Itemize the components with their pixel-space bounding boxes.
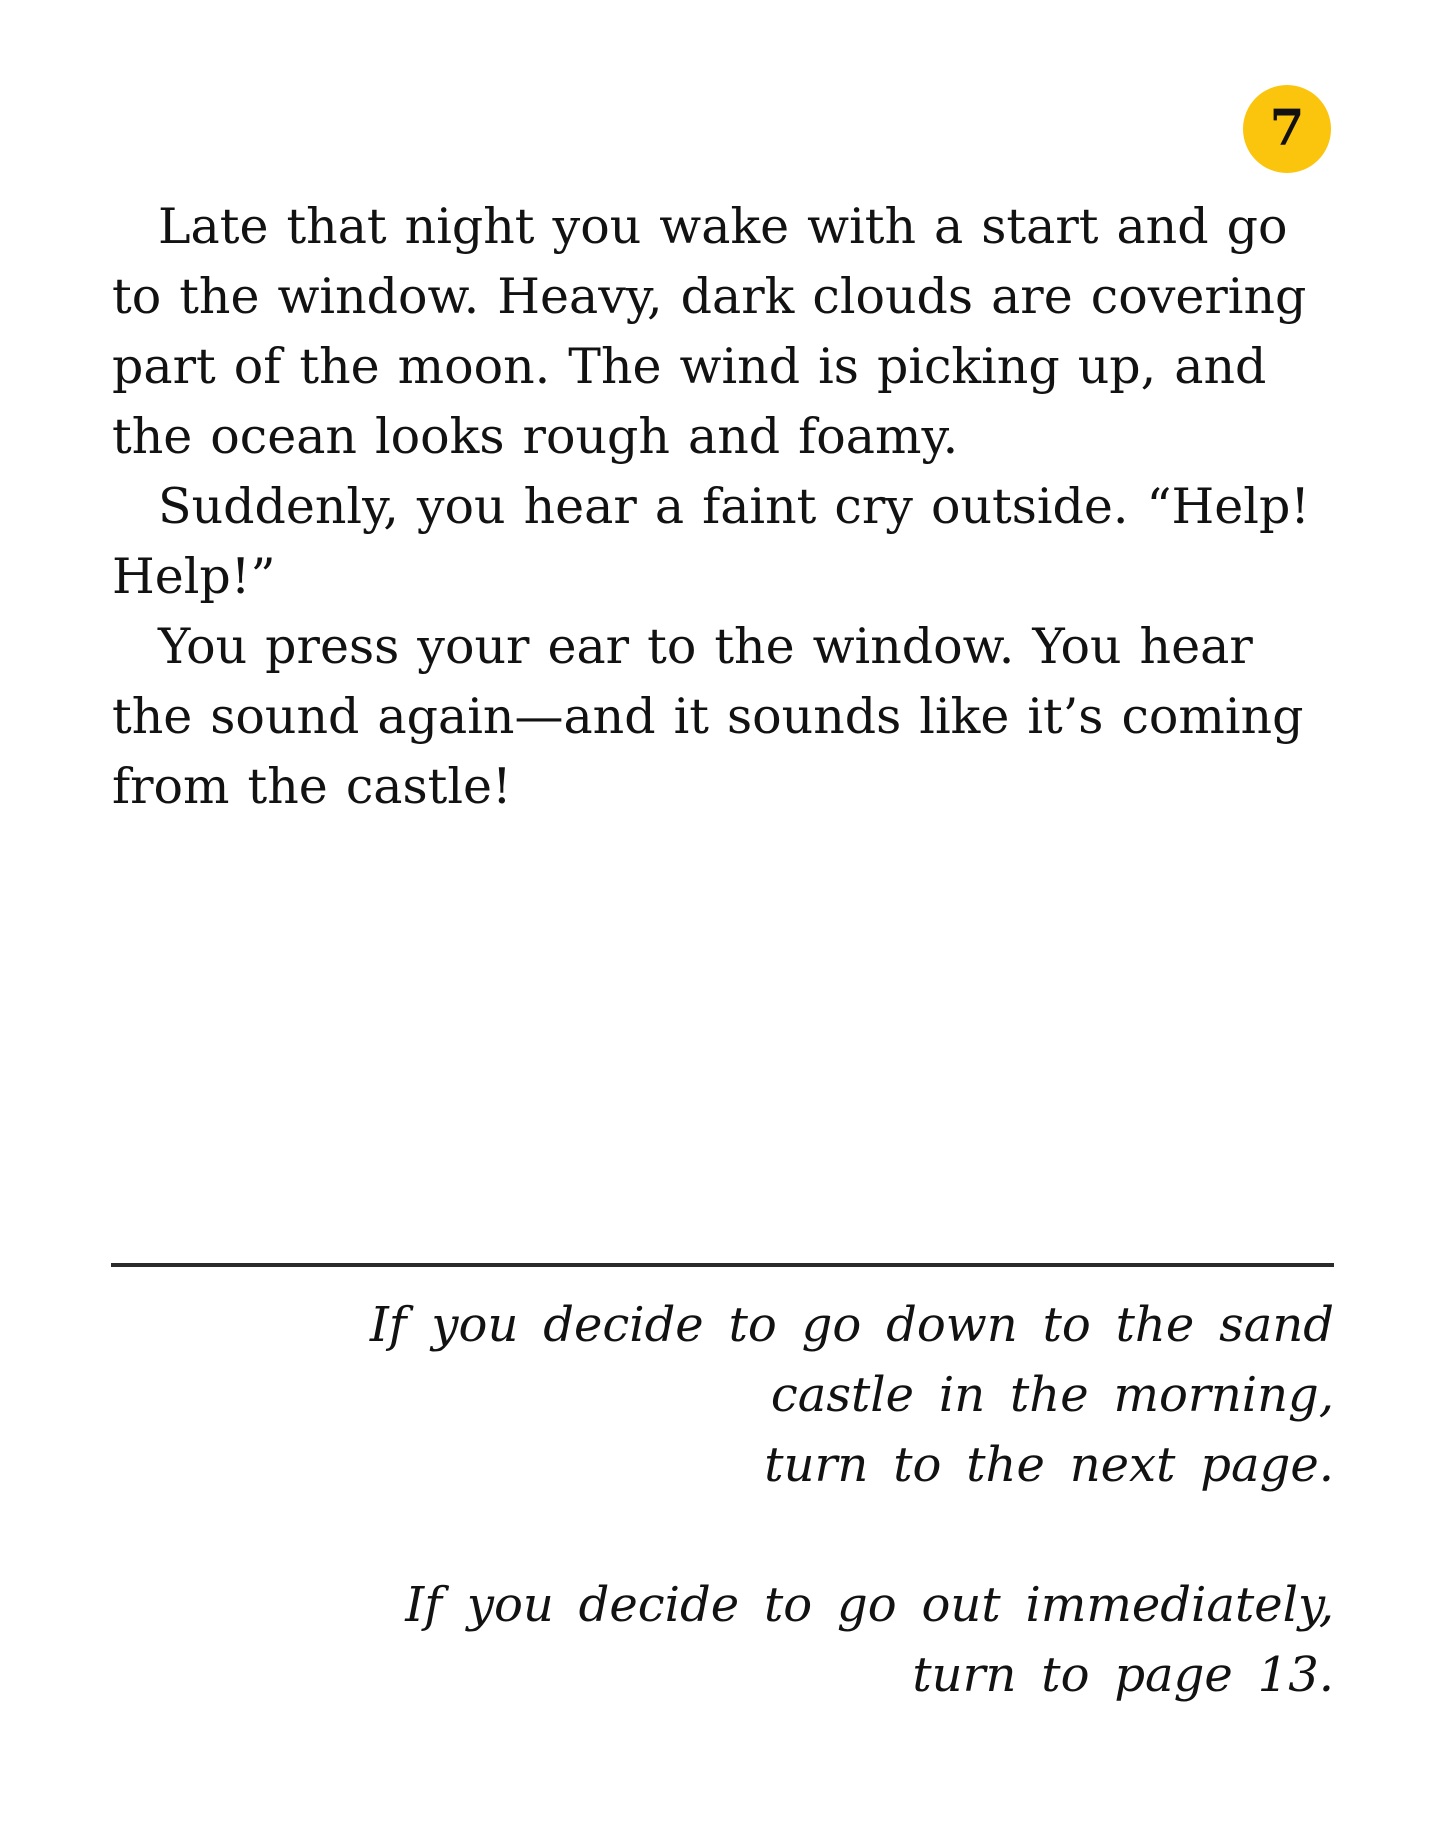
story-line: the sound again—and it sounds like it’s coming <box>112 688 1304 745</box>
story-line: Late that night you wake with a start and go <box>158 198 1288 255</box>
story-line: You press your ear to the window. You hear <box>158 618 1253 675</box>
story-line: to the window. Heavy, dark clouds are covering <box>112 268 1307 325</box>
choice-option-2[interactable] <box>112 1570 1334 1710</box>
story-line: Help!” <box>112 548 276 605</box>
choice-line: turn to the next page. <box>764 1437 1334 1493</box>
choice-line: turn to page 13. <box>912 1647 1334 1703</box>
story-line: Suddenly, you hear a faint cry outside. “Help! <box>158 478 1310 535</box>
choice-option-1[interactable] <box>112 1290 1334 1500</box>
choice-line: castle in the morning, <box>770 1367 1334 1423</box>
choice-line: If you decide to go out immediately, <box>405 1577 1334 1633</box>
choice-line: If you decide to go down to the sand <box>369 1297 1334 1353</box>
story-text <box>112 192 1392 822</box>
story-line: from the castle! <box>112 758 512 815</box>
page-number: 7 <box>1269 98 1305 157</box>
divider-rule <box>111 1263 1334 1267</box>
story-line: part of the moon. The wind is picking up, and <box>112 338 1267 395</box>
story-line: the ocean looks rough and foamy. <box>112 408 959 465</box>
page-number-badge <box>1243 85 1331 173</box>
